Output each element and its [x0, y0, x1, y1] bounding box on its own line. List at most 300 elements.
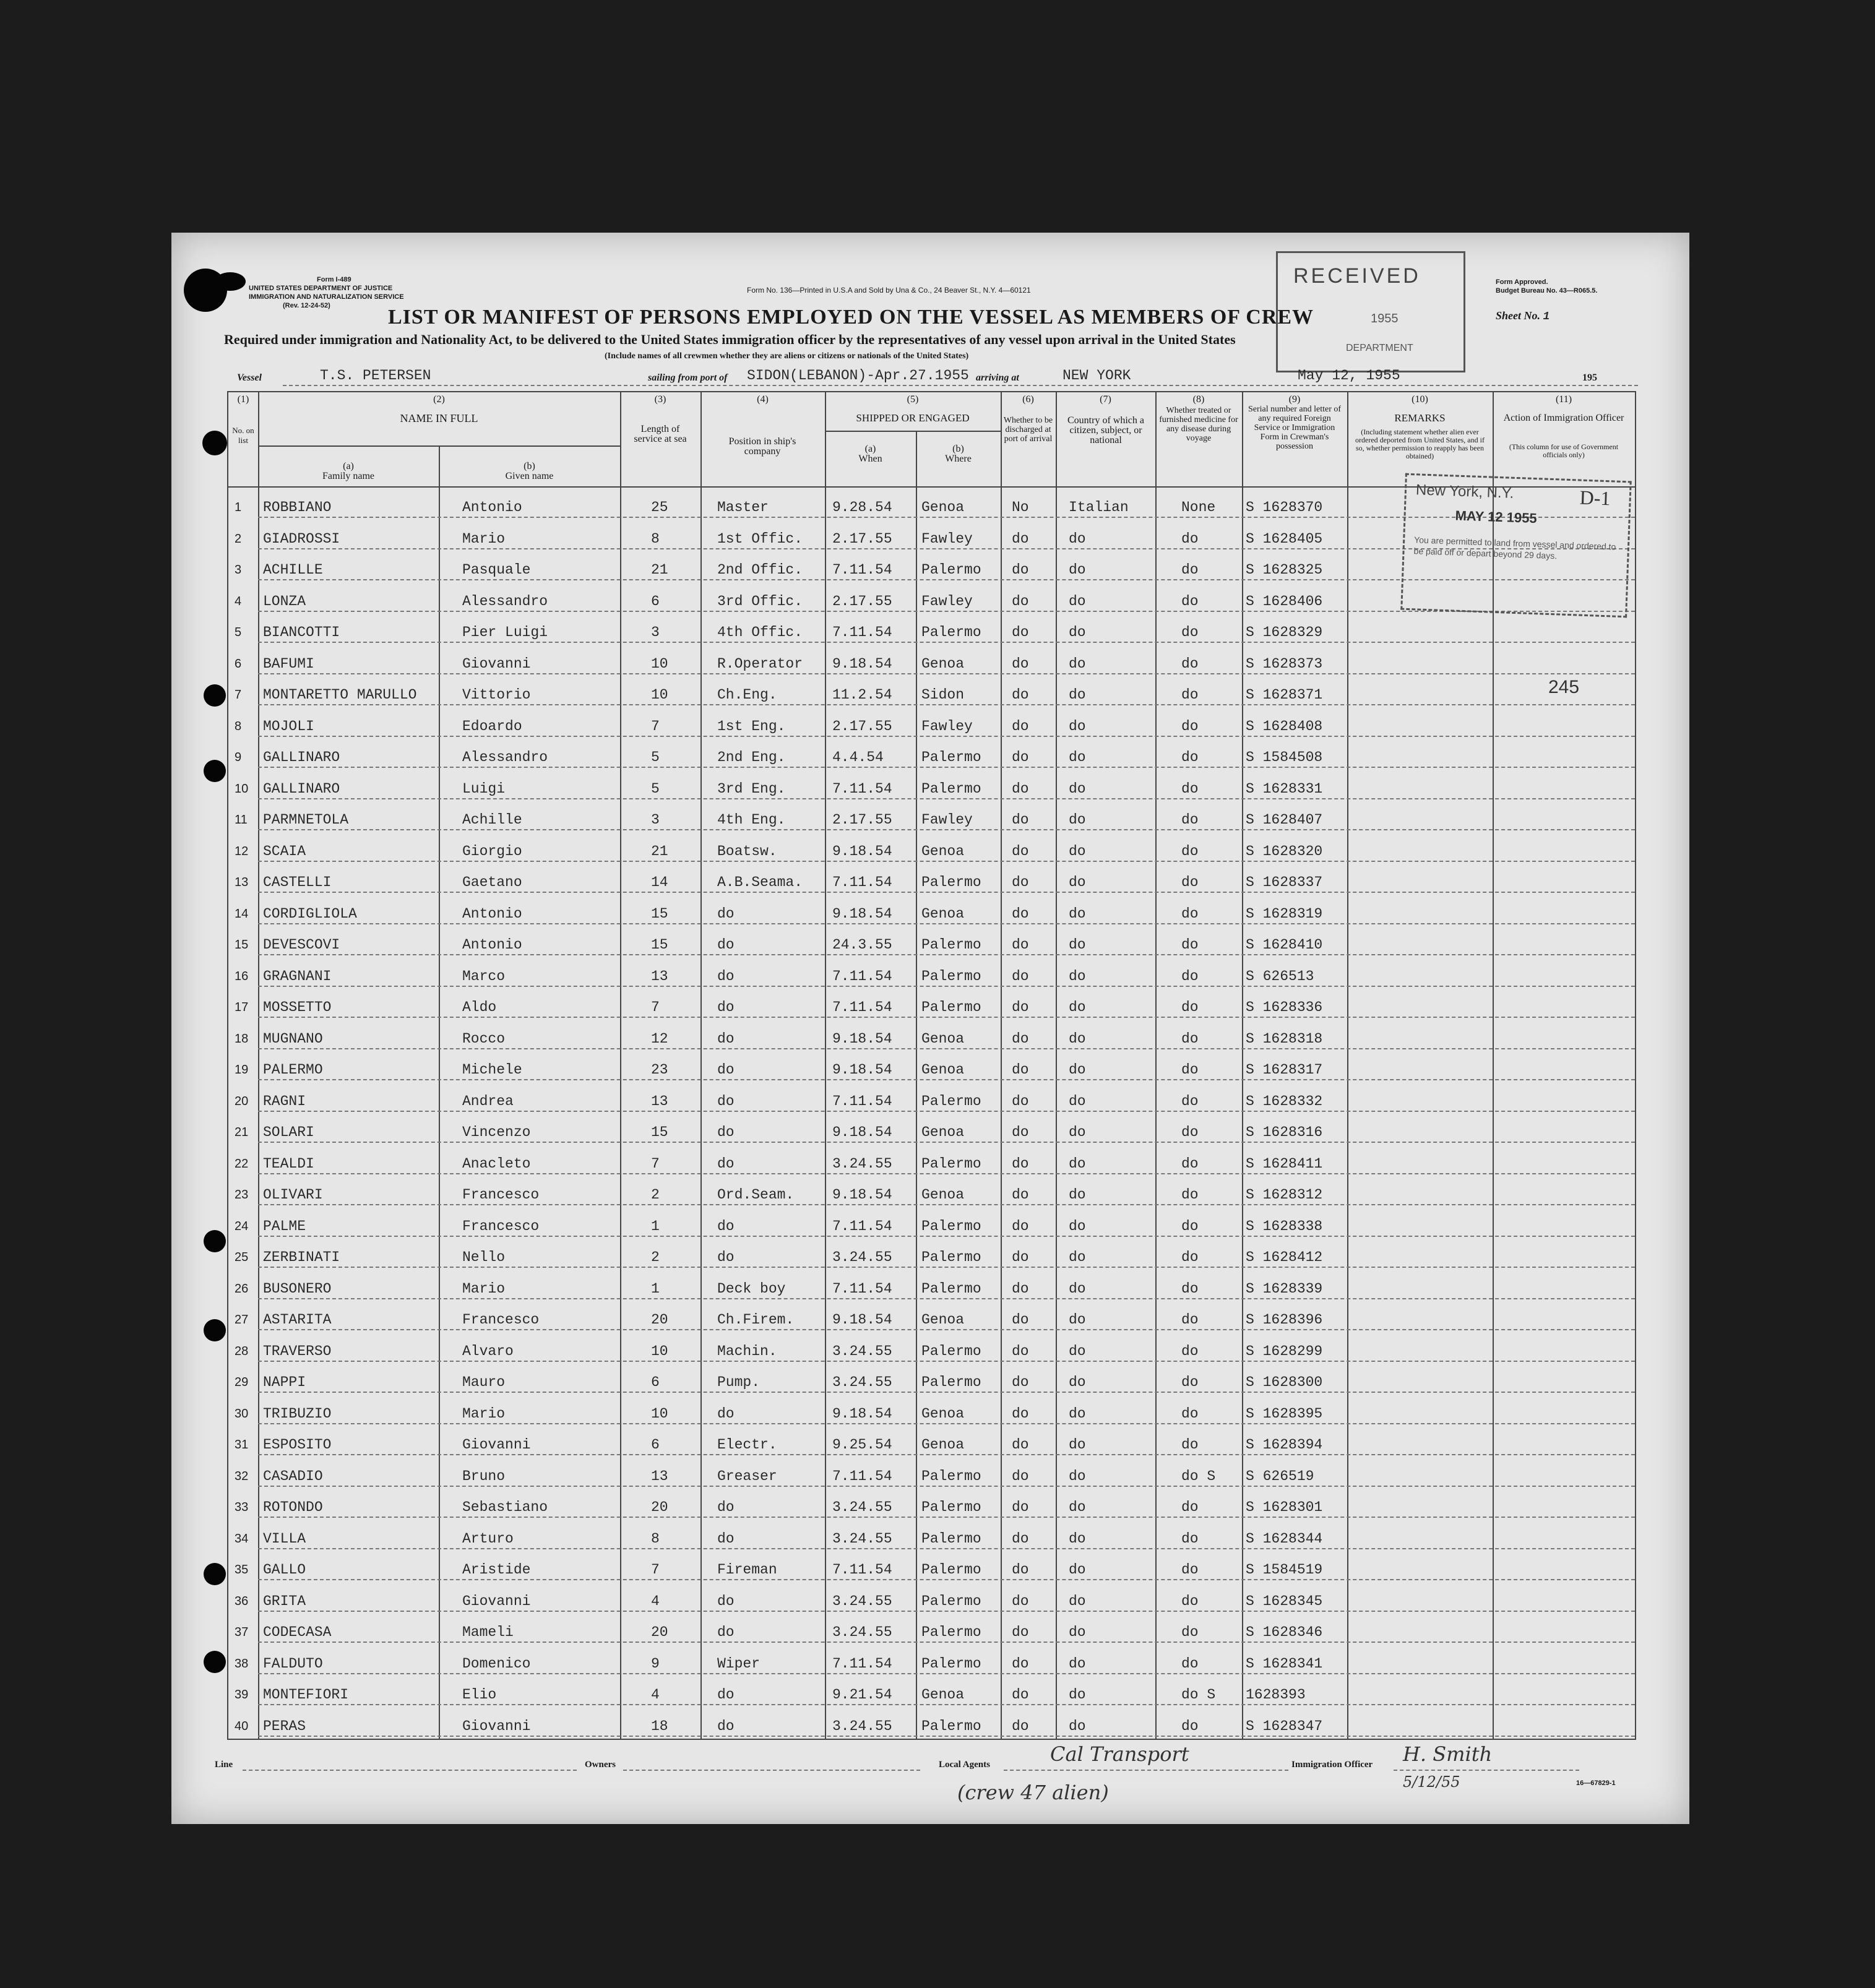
shipped-when: 3.24.55	[832, 1530, 892, 1547]
family-name: SCAIA	[263, 843, 306, 859]
sailing-label: sailing from port of	[648, 372, 728, 383]
family-name: ASTARITA	[263, 1312, 332, 1328]
row-number: 9	[235, 751, 242, 764]
given-name: Giovanni	[462, 1593, 531, 1609]
discharged: do	[1012, 624, 1029, 640]
serial-number: S 1628318	[1246, 1030, 1323, 1047]
given-name: Francesco	[462, 1218, 540, 1234]
shipped-where: Genoa	[921, 843, 965, 859]
shipped-where: Palermo	[921, 1093, 981, 1109]
shipped-when: 3.24.55	[832, 1624, 892, 1640]
serial-number: S 1628407	[1246, 812, 1323, 828]
position: do	[717, 1593, 735, 1609]
table-row	[171, 1146, 1689, 1177]
stamp-body: You are permitted to land from vessel and ordered to be paid off or depart beyond 29 days.	[1413, 535, 1616, 561]
row-number: 13	[235, 876, 249, 889]
service-length: 4	[651, 1593, 660, 1609]
row-rule	[258, 892, 1635, 893]
family-name: SOLARI	[263, 1124, 314, 1140]
country: do	[1069, 1437, 1086, 1453]
treated: do S	[1181, 1468, 1216, 1484]
country: do	[1069, 1593, 1086, 1609]
row-rule	[258, 1423, 1635, 1424]
country: do	[1069, 1343, 1086, 1359]
row-number: 38	[235, 1656, 249, 1671]
position: Wiper	[717, 1655, 761, 1672]
discharged: do	[1012, 937, 1029, 953]
discharged: do	[1012, 780, 1029, 797]
given-name: Bruno	[462, 1468, 506, 1484]
service-length: 1	[651, 1218, 660, 1234]
service-length: 20	[651, 1312, 668, 1328]
treated: do	[1181, 843, 1199, 859]
col11-note: (This column for use of Government officials only)	[1509, 442, 1619, 459]
shipped-where: Genoa	[921, 655, 965, 672]
given-name: Pasquale	[462, 562, 531, 578]
treated: do	[1181, 1124, 1199, 1140]
discharged: do	[1012, 1155, 1029, 1172]
service-length: 6	[651, 1437, 660, 1453]
shipped-where: Palermo	[921, 1280, 981, 1297]
shipped-when: 3.24.55	[832, 1593, 892, 1609]
row-rule	[258, 1236, 1635, 1237]
table-row	[171, 802, 1689, 833]
shipped-where: Palermo	[921, 624, 981, 640]
given-name: Rocco	[462, 1030, 506, 1047]
shipped-where: Palermo	[921, 1718, 981, 1734]
family-name: OLIVARI	[263, 1187, 323, 1203]
service-length: 7	[651, 999, 660, 1015]
country: do	[1069, 1374, 1086, 1390]
received-date: 1955	[1371, 312, 1399, 325]
row-rule	[258, 1267, 1635, 1268]
row-rule	[258, 1079, 1635, 1080]
footer-agents-label: Local Agents	[939, 1760, 990, 1770]
serial-number: S 1628317	[1246, 1062, 1323, 1078]
shipped-when: 2.17.55	[832, 812, 892, 828]
country: do	[1069, 843, 1086, 859]
vessel-underline	[283, 385, 1638, 386]
shipped-where: Fawley	[921, 718, 973, 734]
row-rule	[258, 1048, 1635, 1049]
service-length: 13	[651, 1468, 668, 1484]
footer-officer-rule	[1394, 1770, 1579, 1771]
discharged: do	[1012, 843, 1029, 859]
discharged: do	[1012, 1437, 1029, 1453]
country: do	[1069, 1187, 1086, 1203]
serial-number: S 1628300	[1246, 1374, 1323, 1390]
treated: do	[1181, 655, 1199, 672]
discharged: do	[1012, 1030, 1029, 1047]
given-name: Francesco	[462, 1187, 540, 1203]
country: do	[1069, 530, 1086, 547]
serial-number: S 1628338	[1246, 1218, 1323, 1234]
table-row	[171, 708, 1689, 739]
position: Greaser	[717, 1468, 777, 1484]
service-length: 10	[651, 655, 668, 672]
position: Machin.	[717, 1343, 777, 1359]
row-number: 27	[235, 1313, 249, 1327]
footer-agents-value: Cal Transport	[1050, 1742, 1189, 1766]
serial-number: S 1628299	[1246, 1343, 1323, 1359]
officer-date: 5/12/55	[1403, 1773, 1460, 1791]
given-name: Arturo	[462, 1530, 514, 1547]
footer-officer-label: Immigration Officer	[1291, 1760, 1373, 1770]
table-row	[171, 1021, 1689, 1052]
discharged: do	[1012, 1093, 1029, 1109]
serial-number: S 1628312	[1246, 1187, 1323, 1203]
family-name: TRAVERSO	[263, 1343, 332, 1359]
treated: do	[1181, 749, 1199, 765]
col5b-header: (b) Where	[945, 444, 972, 464]
treated: do	[1181, 1624, 1199, 1640]
row-number: 28	[235, 1344, 249, 1358]
serial-number: S 1628336	[1246, 999, 1323, 1015]
col6-number: (6)	[1022, 394, 1034, 405]
treated: None	[1181, 499, 1216, 515]
shipped-when: 7.11.54	[832, 968, 892, 984]
position: do	[717, 937, 735, 953]
shipped-where: Fawley	[921, 530, 973, 547]
col5-number: (5)	[907, 394, 919, 405]
family-name: PARMNETOLA	[263, 812, 349, 828]
row-rule	[258, 1673, 1635, 1674]
table-row	[171, 1271, 1689, 1302]
row-number: 16	[235, 969, 249, 983]
arrival-date: May 12, 1955	[1298, 368, 1400, 384]
col4-header: Position in ship's company	[728, 436, 796, 457]
family-name: MUGNANO	[263, 1030, 323, 1047]
shipped-where: Palermo	[921, 999, 981, 1015]
shipped-when: 7.11.54	[832, 1280, 892, 1297]
discharged: do	[1012, 968, 1029, 984]
row-rule	[258, 704, 1635, 705]
row-rule	[258, 1642, 1635, 1643]
service-length: 3	[651, 624, 660, 640]
discharged: do	[1012, 1405, 1029, 1422]
position: do	[717, 905, 735, 922]
treated: do	[1181, 687, 1199, 703]
sheet-number	[1496, 309, 1550, 323]
shipped-where: Palermo	[921, 749, 981, 765]
name-subheader-line	[258, 445, 620, 447]
serial-number: S 1628406	[1246, 593, 1323, 609]
received-stamp	[1276, 251, 1465, 372]
country: Italian	[1069, 499, 1129, 515]
row-number: 5	[235, 626, 242, 639]
col7-number: (7)	[1100, 394, 1111, 405]
shipped-where: Palermo	[921, 937, 981, 953]
family-name: ACHILLE	[263, 562, 323, 578]
table-row	[171, 1646, 1689, 1677]
table-row	[171, 989, 1689, 1020]
shipped-when: 9.18.54	[832, 1062, 892, 1078]
shipped-where: Palermo	[921, 780, 981, 797]
service-length: 8	[651, 530, 660, 547]
service-length: 15	[651, 905, 668, 922]
shipped-where: Palermo	[921, 874, 981, 890]
shipped-when: 2.17.55	[832, 530, 892, 547]
given-name: Alvaro	[462, 1343, 514, 1359]
country: do	[1069, 1687, 1086, 1703]
family-name: ZERBINATI	[263, 1249, 340, 1265]
col7-header: Country of which a citizen, subject, or national	[1067, 415, 1144, 445]
table-row	[171, 677, 1689, 708]
given-name: Vittorio	[462, 687, 531, 703]
row-number: 21	[235, 1125, 249, 1139]
approval-line2: Budget Bureau No. 43—R065.5.	[1496, 287, 1598, 295]
row-rule	[258, 1173, 1635, 1174]
discharged: do	[1012, 874, 1029, 890]
row-number: 29	[235, 1375, 249, 1389]
shipped-when: 9.18.54	[832, 1312, 892, 1328]
serial-number: S 1628411	[1246, 1155, 1323, 1172]
col5-header: SHIPPED OR ENGAGED	[856, 412, 970, 424]
treated: do	[1181, 1374, 1199, 1390]
given-name: Mario	[462, 1280, 506, 1297]
sailing-port: SIDON(LEBANON)-Apr.27.1955	[747, 368, 969, 384]
family-name: ESPOSITO	[263, 1437, 332, 1453]
row-number: 17	[235, 1000, 249, 1014]
serial-number: S 1628410	[1246, 937, 1323, 953]
col3-header: Length of service at sea	[634, 424, 687, 444]
service-length: 15	[651, 1124, 668, 1140]
family-name: TRIBUZIO	[263, 1405, 332, 1422]
family-name: CASADIO	[263, 1468, 323, 1484]
row-rule	[258, 1517, 1635, 1518]
row-number: 31	[235, 1438, 249, 1452]
service-length: 4	[651, 1687, 660, 1703]
family-name: BUSONERO	[263, 1280, 332, 1297]
row-rule	[258, 1204, 1635, 1205]
country: do	[1069, 1562, 1086, 1578]
col2-number: (2)	[433, 394, 445, 405]
country: do	[1069, 1155, 1086, 1172]
family-name: MOJOLI	[263, 718, 314, 734]
discharged: do	[1012, 1124, 1029, 1140]
discharged: do	[1012, 905, 1029, 922]
discharged: do	[1012, 999, 1029, 1015]
shipped-where: Palermo	[921, 1655, 981, 1672]
table-row	[171, 739, 1689, 770]
manifest-sheet	[171, 233, 1689, 1824]
arriving-label: arriving at	[976, 372, 1019, 383]
table-row	[171, 1489, 1689, 1520]
serial-number: S 1628301	[1246, 1499, 1323, 1515]
service-length: 7	[651, 718, 660, 734]
sheet-label: Sheet No.	[1496, 309, 1540, 322]
treated: do	[1181, 1218, 1199, 1234]
position: do	[717, 1093, 735, 1109]
shipped-where: Genoa	[921, 1405, 965, 1422]
treated: do	[1181, 1312, 1199, 1328]
agency-line2: IMMIGRATION AND NATURALIZATION SERVICE	[249, 293, 404, 301]
year-label: 195	[1582, 372, 1597, 383]
family-name: GALLO	[263, 1562, 306, 1578]
family-name: DEVESCOVI	[263, 937, 340, 953]
row-rule	[258, 1548, 1635, 1549]
serial-number: S 1628394	[1246, 1437, 1323, 1453]
row-number: 35	[235, 1563, 249, 1577]
shipped-when: 9.18.54	[832, 1030, 892, 1047]
given-name: Mario	[462, 530, 506, 547]
position: Ch.Firem.	[717, 1312, 795, 1328]
discharged: No	[1012, 499, 1029, 515]
treated: do	[1181, 1155, 1199, 1172]
position: 4th Offic.	[717, 624, 803, 640]
shipped-where: Genoa	[921, 1187, 965, 1203]
country: do	[1069, 1062, 1086, 1078]
country: do	[1069, 687, 1086, 703]
row-number: 33	[235, 1500, 249, 1514]
service-length: 10	[651, 687, 668, 703]
row-number: 12	[235, 844, 249, 858]
shipped-where: Genoa	[921, 1312, 965, 1328]
shipped-where: Palermo	[921, 968, 981, 984]
row7-annotation: 245	[1548, 677, 1580, 697]
shipped-when: 9.25.54	[832, 1437, 892, 1453]
family-name: VILLA	[263, 1530, 306, 1547]
row-rule	[258, 1611, 1635, 1612]
given-name: Sebastiano	[462, 1499, 548, 1515]
country: do	[1069, 999, 1086, 1015]
position: do	[717, 999, 735, 1015]
service-length: 1	[651, 1280, 660, 1297]
treated: do	[1181, 1062, 1199, 1078]
given-name: Anacleto	[462, 1155, 531, 1172]
service-length: 7	[651, 1155, 660, 1172]
service-length: 13	[651, 968, 668, 984]
shipped-when: 9.18.54	[832, 1187, 892, 1203]
serial-number: S 1628341	[1246, 1655, 1323, 1672]
form-id: Form I-489	[317, 276, 351, 283]
treated: do	[1181, 593, 1199, 609]
stamp-code: D-1	[1579, 486, 1611, 510]
vessel-name: T.S. PETERSEN	[320, 368, 431, 384]
row-number: 8	[235, 719, 242, 733]
col2b-header: (b) Given name	[505, 461, 554, 481]
row-number: 40	[235, 1719, 249, 1733]
position: 4th Eng.	[717, 812, 786, 828]
service-length: 13	[651, 1093, 668, 1109]
row-rule	[258, 642, 1635, 643]
discharged: do	[1012, 1343, 1029, 1359]
shipped-where: Genoa	[921, 1030, 965, 1047]
row-number: 15	[235, 938, 249, 952]
discharged: do	[1012, 1593, 1029, 1609]
shipped-when: 11.2.54	[832, 687, 892, 703]
row-rule	[258, 1142, 1635, 1143]
country: do	[1069, 937, 1086, 953]
discharged: do	[1012, 562, 1029, 578]
treated: do	[1181, 1405, 1199, 1422]
row-rule	[258, 767, 1635, 768]
given-name: Alessandro	[462, 749, 548, 765]
row-rule	[258, 1704, 1635, 1705]
service-length: 20	[651, 1624, 668, 1640]
given-name: Domenico	[462, 1655, 531, 1672]
position: 2nd Offic.	[717, 562, 803, 578]
given-name: Aldo	[462, 999, 497, 1015]
table-row	[171, 1583, 1689, 1614]
serial-number: S 1584508	[1246, 749, 1323, 765]
service-length: 25	[651, 499, 668, 515]
col5a-header: (a) When	[858, 444, 882, 464]
approval-line1: Form Approved.	[1496, 278, 1548, 286]
row-rule	[258, 798, 1635, 799]
given-name: Francesco	[462, 1312, 540, 1328]
row-number: 22	[235, 1156, 249, 1171]
treated: do	[1181, 1280, 1199, 1297]
family-name: PERAS	[263, 1718, 306, 1734]
row-number: 7	[235, 688, 242, 702]
service-length: 9	[651, 1655, 660, 1672]
given-name: Marco	[462, 968, 506, 984]
discharged: do	[1012, 1687, 1029, 1703]
shipped-where: Genoa	[921, 1437, 965, 1453]
shipped-where: Palermo	[921, 1155, 981, 1172]
stamp-date: MAY 12 1955	[1455, 507, 1538, 527]
serial-number: S 1628339	[1246, 1280, 1323, 1297]
table-row	[171, 1364, 1689, 1395]
treated: do	[1181, 812, 1199, 828]
family-name: TEALDI	[263, 1155, 314, 1172]
country: do	[1069, 562, 1086, 578]
serial-number: S 1628412	[1246, 1249, 1323, 1265]
shipped-where: Palermo	[921, 1593, 981, 1609]
discharged: do	[1012, 1312, 1029, 1328]
position: Ch.Eng.	[717, 687, 777, 703]
table-row	[171, 1552, 1689, 1583]
row-rule	[258, 1361, 1635, 1362]
table-row	[171, 1458, 1689, 1489]
position: 2nd Eng.	[717, 749, 786, 765]
service-length: 5	[651, 749, 660, 765]
row-number: 26	[235, 1281, 249, 1296]
family-name: GRAGNANI	[263, 968, 332, 984]
shipped-when: 4.4.54	[832, 749, 884, 765]
shipped-where: Palermo	[921, 1562, 981, 1578]
table-row	[171, 1333, 1689, 1364]
serial-number: S 1628345	[1246, 1593, 1323, 1609]
family-name: RAGNI	[263, 1093, 306, 1109]
position: do	[717, 1155, 735, 1172]
row-rule	[258, 1392, 1635, 1393]
treated: do	[1181, 1562, 1199, 1578]
position: 1st Eng.	[717, 718, 786, 734]
shipped-when: 9.18.54	[832, 1405, 892, 1422]
row-rule	[258, 1736, 1635, 1737]
treated: do	[1181, 968, 1199, 984]
country: do	[1069, 1499, 1086, 1515]
shipped-when: 7.11.54	[832, 999, 892, 1015]
treated: do	[1181, 1249, 1199, 1265]
shipped-when: 2.17.55	[832, 718, 892, 734]
given-name: Andrea	[462, 1093, 514, 1109]
country: do	[1069, 749, 1086, 765]
col10-header: REMARKS	[1394, 412, 1446, 424]
serial-number: S 1628396	[1246, 1312, 1323, 1328]
family-name: ROBBIANO	[263, 499, 332, 515]
country: do	[1069, 1093, 1086, 1109]
officer-signature: H. Smith	[1403, 1742, 1493, 1766]
serial-number: S 1628325	[1246, 562, 1323, 578]
serial-number: S 1628331	[1246, 780, 1323, 797]
service-length: 7	[651, 1562, 660, 1578]
given-name: Mameli	[462, 1624, 514, 1640]
treated: do	[1181, 1187, 1199, 1203]
serial-number: 1628393	[1246, 1687, 1306, 1703]
